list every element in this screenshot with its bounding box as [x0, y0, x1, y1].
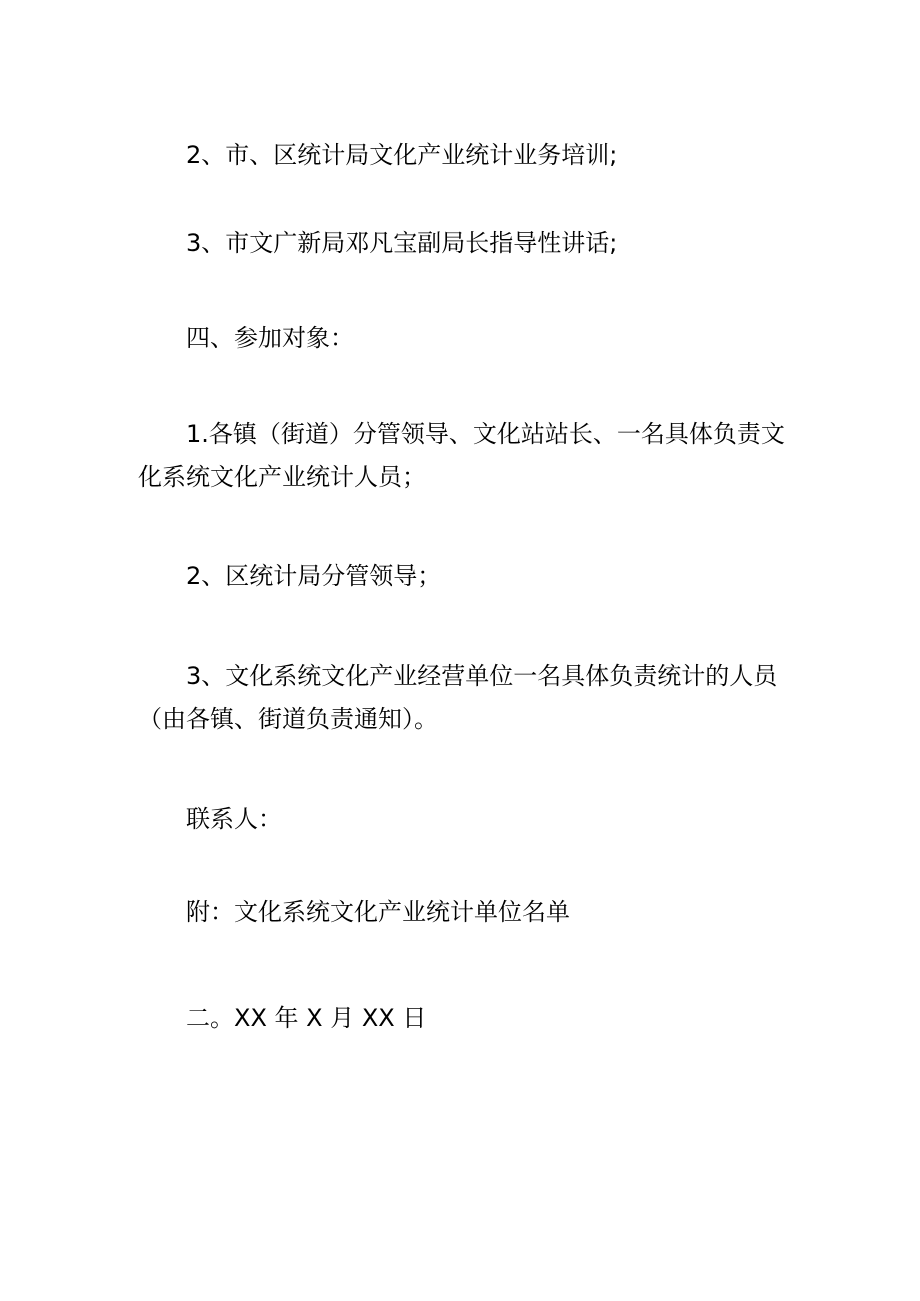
participant-item-3: 3、文化系统文化产业经营单位一名具体负责统计的人员（由各镇、街道负责通知）。	[138, 662, 778, 733]
participant-item-2: 2、区统计局分管领导；	[186, 562, 442, 590]
participant-item-1: 1.各镇（街道）分管领导、文化站站长、一名具体负责文化系统文化产业统计人员；	[138, 420, 785, 491]
speech-item: 3、市文广新局邓凡宝副局长指导性讲话;	[186, 229, 618, 257]
attachment-line: 附：文化系统文化产业统计单位名单	[186, 898, 570, 926]
date-line: 二。XX 年 X 月 XX 日	[186, 1004, 427, 1032]
contact-line: 联系人：	[186, 805, 282, 833]
section-heading-participants: 四、参加对象：	[186, 324, 354, 352]
training-item: 2、市、区统计局文化产业统计业务培训;	[186, 141, 618, 169]
